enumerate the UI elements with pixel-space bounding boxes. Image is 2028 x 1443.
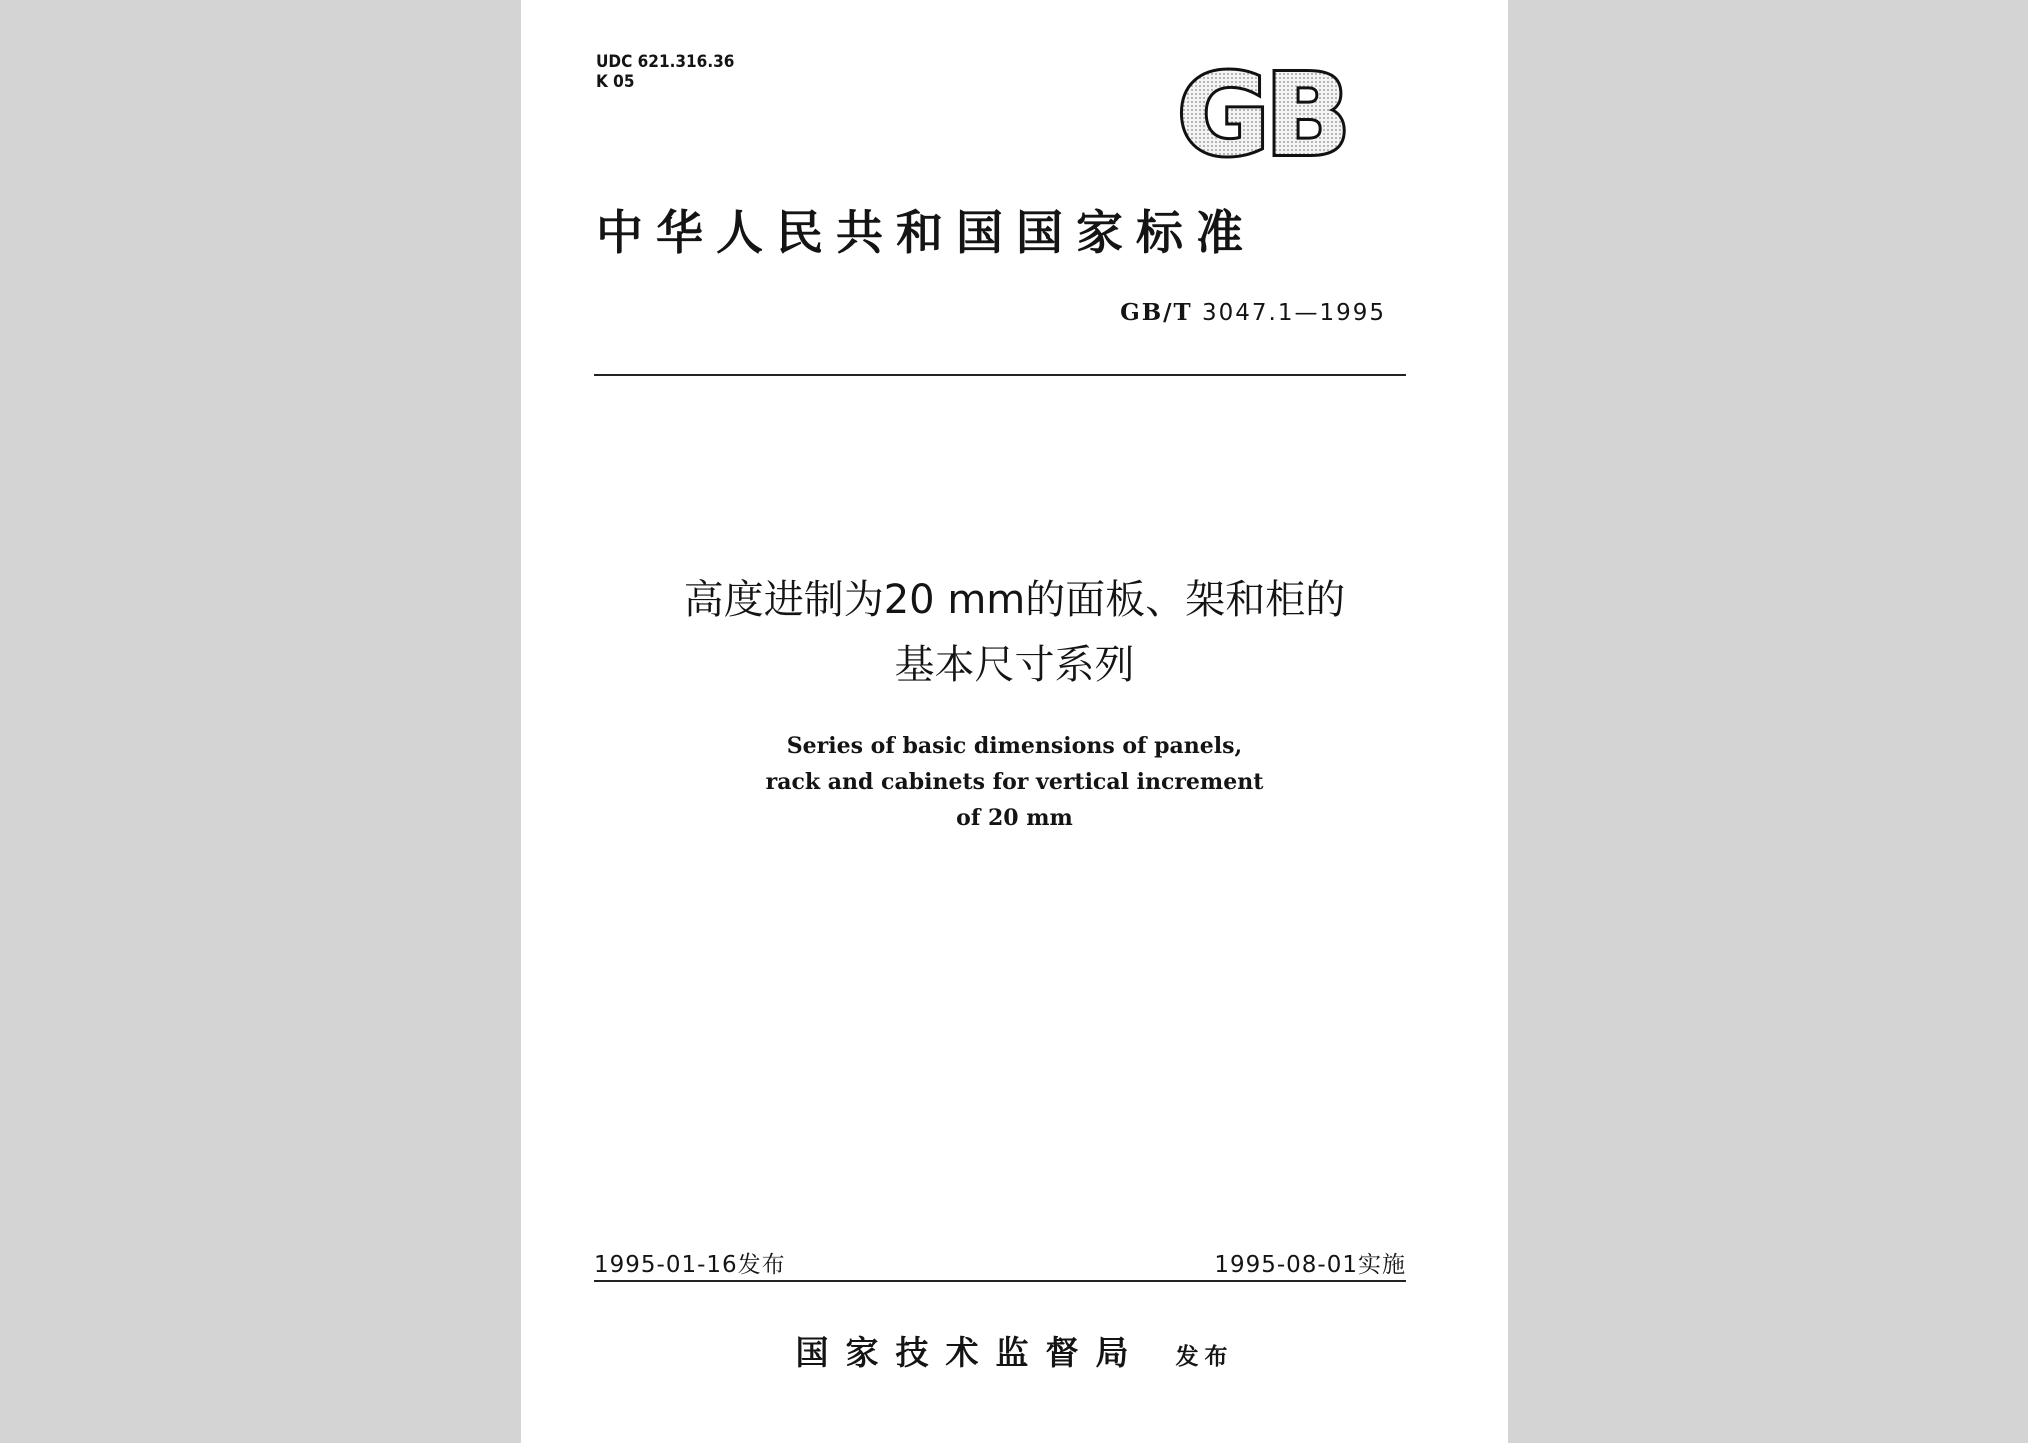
gb-logo [1166, 64, 1358, 166]
chinese-title-line-2: 基本尺寸系列 [894, 642, 1135, 688]
national-standard-title: 中华人民共和国国家标准 [596, 206, 1256, 261]
issuing-organization: 国家技术监督局 [795, 1333, 1146, 1372]
classification-code: K 05 [596, 72, 635, 92]
english-title-line-3: of 20 mm [956, 805, 1073, 831]
english-title-line-2: rack and cabinets for vertical increment [765, 769, 1264, 795]
standard-number-value: 3047.1—1995 [1192, 300, 1386, 326]
footer-divider [594, 1280, 1406, 1282]
issue-date: 1995-01-16发布 [594, 1252, 786, 1278]
issuer-line [521, 1327, 1508, 1374]
implementation-date: 1995-08-01实施 [1214, 1252, 1406, 1278]
gb-logo-text: GB [1177, 64, 1347, 166]
chinese-title-line-1: 高度进制为20 mm的面板、架和柜的 [683, 577, 1346, 623]
header-divider [594, 374, 1406, 376]
standard-number-prefix: GB/T [1120, 299, 1193, 326]
standard-number [1120, 299, 1386, 326]
document-page [521, 0, 1508, 1443]
dates-row [594, 1246, 1406, 1278]
issue-action: 发布 [1175, 1344, 1234, 1370]
udc-code: UDC 621.316.36 [596, 52, 735, 72]
english-title-line-1: Series of basic dimensions of panels, [786, 733, 1243, 759]
